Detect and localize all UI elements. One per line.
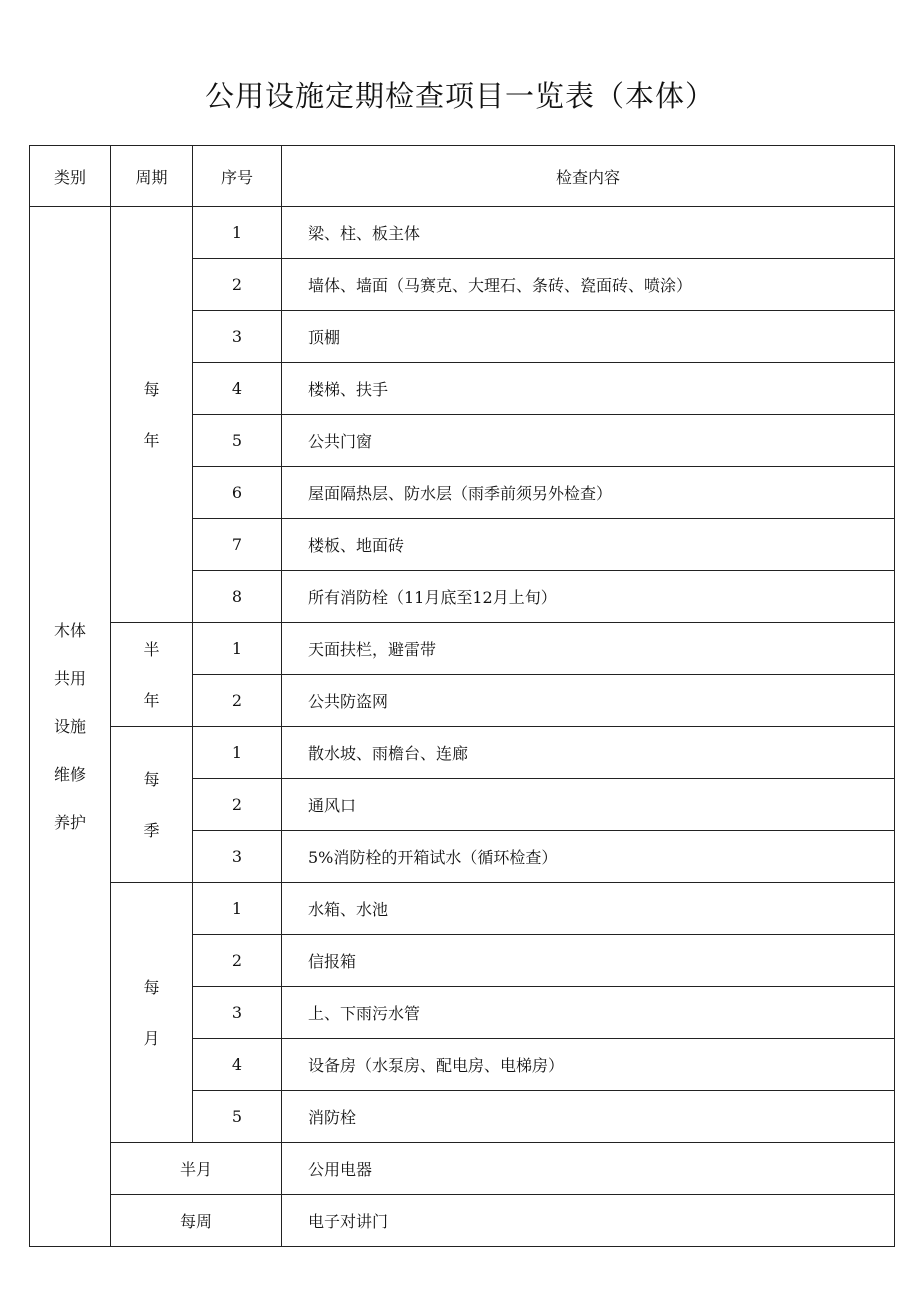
item-number: 1: [193, 623, 282, 675]
category-line: 共用: [53, 668, 86, 688]
category-cell: [30, 207, 111, 1247]
table-row: [30, 1143, 895, 1195]
header-period: 周期: [111, 146, 193, 207]
header-row: [30, 146, 895, 207]
item-content: 顶棚: [282, 311, 895, 363]
item-number: 8: [193, 571, 282, 623]
period-line: 每: [143, 769, 160, 789]
item-content: 公共门窗: [282, 415, 895, 467]
period-line: 年: [143, 690, 160, 710]
category-label: [54, 607, 86, 847]
item-number: 3: [193, 987, 282, 1039]
table-row: [30, 1195, 895, 1247]
item-number: 3: [193, 831, 282, 883]
header-number: 序号: [193, 146, 282, 207]
period-cell: [111, 207, 193, 623]
item-number: 1: [193, 207, 282, 259]
item-number: 2: [193, 259, 282, 311]
item-content: 通风口: [282, 779, 895, 831]
period-cell-merged: 每周: [111, 1195, 282, 1247]
table-row: [30, 727, 895, 779]
item-number: 1: [193, 883, 282, 935]
item-number: 2: [193, 935, 282, 987]
period-cell: [111, 883, 193, 1143]
item-content: 水箱、水池: [282, 883, 895, 935]
period-label: [143, 962, 159, 1064]
table-row: [30, 883, 895, 935]
inspection-table: [29, 145, 895, 1247]
table-row: [30, 207, 895, 259]
period-line: 每: [143, 977, 160, 997]
header-category: 类别: [30, 146, 111, 207]
item-number: 7: [193, 519, 282, 571]
item-number: 5: [193, 1091, 282, 1143]
item-number: 5: [193, 415, 282, 467]
item-content: 天面扶栏，避雷带: [282, 623, 895, 675]
item-content: 楼梯、扶手: [282, 363, 895, 415]
period-label: [143, 754, 159, 856]
period-line: 月: [143, 1028, 160, 1048]
header-content: 检查内容: [282, 146, 895, 207]
period-line: 季: [143, 820, 160, 840]
item-content: 梁、柱、板主体: [282, 207, 895, 259]
item-content: 电子对讲门: [282, 1195, 895, 1247]
item-number: 4: [193, 1039, 282, 1091]
period-label: [143, 364, 159, 466]
category-line: 设施: [53, 716, 86, 736]
page-title: 公用设施定期检查项目一览表（本体）: [204, 79, 715, 113]
category-line: 维修: [53, 764, 86, 784]
item-number: 1: [193, 727, 282, 779]
item-content: 屋面隔热层、防水层（雨季前须另外检查）: [282, 467, 895, 519]
item-content: 墙体、墙面（马赛克、大理石、条砖、瓷面砖、喷涂）: [282, 259, 895, 311]
table-row: [30, 623, 895, 675]
period-line: 年: [143, 430, 160, 450]
item-content: 散水坡、雨檐台、连廊: [282, 727, 895, 779]
period-line: 每: [143, 379, 160, 399]
category-line: 养护: [53, 812, 86, 832]
item-content: 公共防盗网: [282, 675, 895, 727]
item-number: 2: [193, 779, 282, 831]
item-content: 5%消防栓的开箱试水（循环检查）: [282, 831, 895, 883]
item-number: 3: [193, 311, 282, 363]
item-content: 楼板、地面砖: [282, 519, 895, 571]
category-line: 木体: [53, 620, 86, 640]
item-number: 6: [193, 467, 282, 519]
item-content: 信报箱: [282, 935, 895, 987]
item-content: 消防栓: [282, 1091, 895, 1143]
table-body: [30, 146, 895, 1247]
period-line: 半: [143, 639, 160, 659]
item-content: 上、下雨污水管: [282, 987, 895, 1039]
item-content: 设备房（水泵房、配电房、电梯房）: [282, 1039, 895, 1091]
period-cell: [111, 727, 193, 883]
item-content: 所有消防栓（11月底至12月上旬）: [282, 571, 895, 623]
item-number: 4: [193, 363, 282, 415]
period-label: [143, 624, 159, 726]
period-cell-merged: 半月: [111, 1143, 282, 1195]
item-number: 2: [193, 675, 282, 727]
item-content: 公用电器: [282, 1143, 895, 1195]
period-cell: [111, 623, 193, 727]
